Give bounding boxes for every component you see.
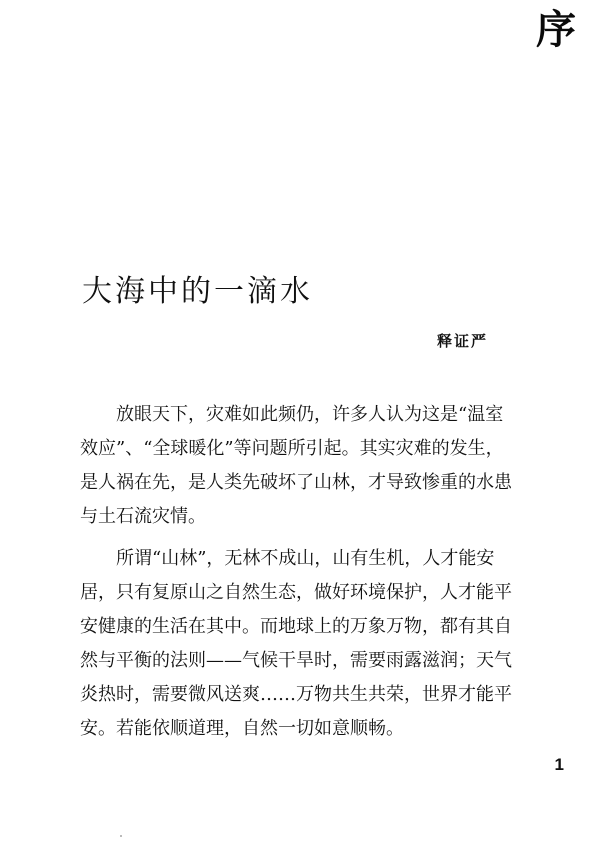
scan-speck [120, 835, 122, 837]
paragraph-2: 所谓“山林”，无林不成山，山有生机，人才能安居，只有复原山之自然生态，做好环境保护，人才能平安健康的生活在其中。而地球上的万象万物，都有其自然与平衡的法则——气候干旱时，需要雨露滋润；天气炎热时，需要微风送爽……万物共生共荣，世界才能平安。若能依顺道理，自然一切如意顺畅。 [80, 548, 512, 739]
author-name: 释证严 [436, 332, 488, 350]
paragraph-1: 放眼天下，灾难如此频仍，许多人认为这是“温室效应”、“全球暖化”等问题所引起。其实灾难的发生，是人祸在先，是人类先破坏了山林，才导致惨重的水患与土石流灾情。 [80, 404, 512, 527]
article-body [80, 398, 520, 754]
page-number: 1 [554, 755, 564, 774]
section-heading: 序 [536, 6, 576, 53]
article-title: 大海中的一滴水 [82, 274, 313, 310]
